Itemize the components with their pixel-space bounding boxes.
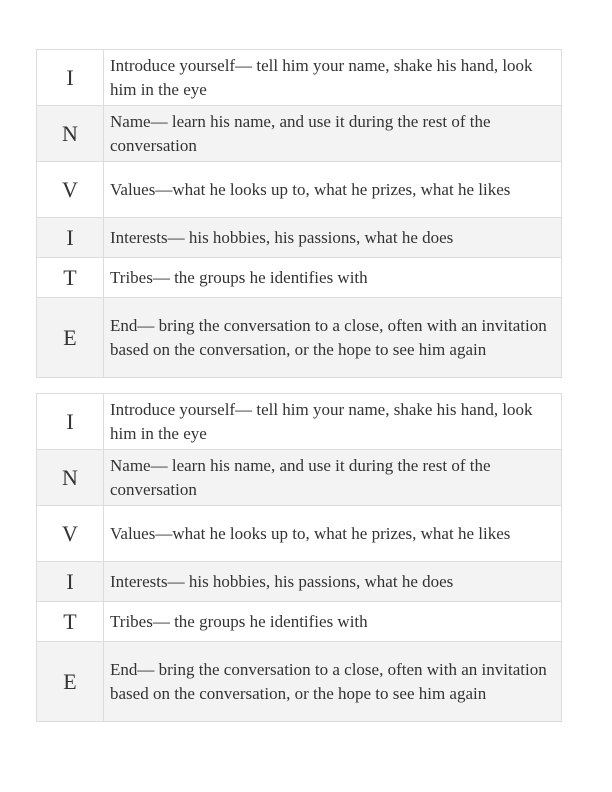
acronym-description: Interests— his hobbies, his passions, what he does	[104, 562, 562, 602]
invite-table-1	[36, 49, 562, 378]
acronym-letter: I	[37, 562, 104, 602]
table-row	[37, 298, 562, 378]
acronym-description: End— bring the conversation to a close, often with an invitation based on the conversation, or the hope to see him again	[104, 642, 562, 722]
table-row	[37, 562, 562, 602]
acronym-description: Values—what he looks up to, what he prizes, what he likes	[104, 506, 562, 562]
acronym-description: End— bring the conversation to a close, often with an invitation based on the conversation, or the hope to see him again	[104, 298, 562, 378]
acronym-description: Tribes— the groups he identifies with	[104, 602, 562, 642]
acronym-letter: V	[37, 506, 104, 562]
acronym-letter: I	[37, 218, 104, 258]
acronym-description: Introduce yourself— tell him your name, shake his hand, look him in the eye	[104, 394, 562, 450]
table-row	[37, 258, 562, 298]
table-row	[37, 602, 562, 642]
acronym-letter: N	[37, 450, 104, 506]
acronym-letter: I	[37, 50, 104, 106]
acronym-letter: N	[37, 106, 104, 162]
acronym-letter: V	[37, 162, 104, 218]
acronym-letter: E	[37, 642, 104, 722]
table-row	[37, 218, 562, 258]
acronym-letter: T	[37, 258, 104, 298]
invite-table-2	[36, 393, 562, 722]
table-row	[37, 106, 562, 162]
acronym-description: Tribes— the groups he identifies with	[104, 258, 562, 298]
table-row	[37, 162, 562, 218]
acronym-letter: E	[37, 298, 104, 378]
acronym-description: Name— learn his name, and use it during the rest of the conversation	[104, 106, 562, 162]
table-row	[37, 642, 562, 722]
acronym-letter: T	[37, 602, 104, 642]
acronym-letter: I	[37, 394, 104, 450]
acronym-description: Introduce yourself— tell him your name, shake his hand, look him in the eye	[104, 50, 562, 106]
acronym-description: Name— learn his name, and use it during the rest of the conversation	[104, 450, 562, 506]
table-row	[37, 394, 562, 450]
table-row	[37, 506, 562, 562]
table-row	[37, 450, 562, 506]
table-row	[37, 50, 562, 106]
acronym-description: Values—what he looks up to, what he prizes, what he likes	[104, 162, 562, 218]
acronym-description: Interests— his hobbies, his passions, what he does	[104, 218, 562, 258]
